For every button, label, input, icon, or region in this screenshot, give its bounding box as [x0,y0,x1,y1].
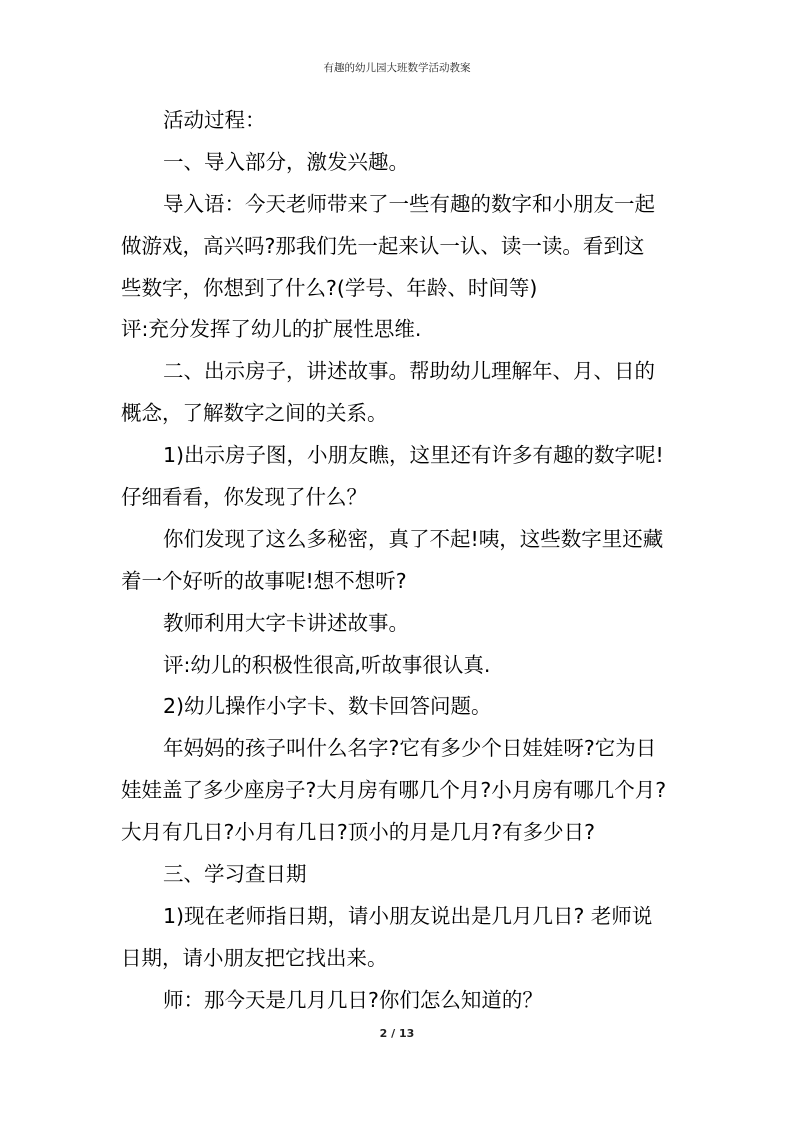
paragraph-line: 师：那今天是几月几日?你们怎么知道的？ [163,987,543,1012]
paragraph-line: 概念，了解数字之间的关系。 [121,401,388,426]
paragraph-line: 2)幼儿操作小字卡、数卡回答问题。 [163,694,492,719]
paragraph-line: 三、学习查日期 [163,862,307,887]
page-header: 有趣的幼儿园大班数学活动教案 [323,62,471,74]
paragraph-line: 日期，请小朋友把它找出来。 [121,945,388,970]
paragraph-line: 大月有几日?小月有几日?顶小的月是几月?有多少日? [121,820,596,845]
paragraph-line: 着一个好听的故事呢!想不想听? [121,568,407,593]
document-body [121,101,681,1023]
paragraph-line: 一、导入部分，激发兴趣。 [163,149,409,174]
page-number: 2 / 13 [379,1027,415,1040]
paragraph-line: 些数字，你想到了什么?(学号、年龄、时间等) [121,275,538,300]
paragraph-line: 1)现在老师指日期，请小朋友说出是几月几日? 老师说 [163,903,653,928]
paragraph-line: 评:充分发挥了幼儿的扩展性思维. [121,317,422,342]
paragraph-line: 二、出示房子，讲述故事。帮助幼儿理解年、月、日的 [163,359,655,384]
paragraph-line: 娃娃盖了多少座房子?大月房有哪几个月?小月房有哪几个月? [121,778,667,803]
paragraph-line: 活动过程： [163,108,266,132]
paragraph-line: 年妈妈的孩子叫什么名字?它有多少个日娃娃呀?它为日 [163,736,657,761]
paragraph-line: 导入语：今天老师带来了一些有趣的数字和小朋友一起 [163,191,655,216]
paragraph-line: 教师利用大字卡讲述故事。 [163,610,409,635]
paragraph-line: 做游戏，高兴吗?那我们先一起来认一认、读一读。看到这 [121,233,645,258]
paragraph-line: 评:幼儿的积极性很高,听故事很认真. [163,652,491,677]
paragraph-line: 仔细看看，你发现了什么？ [121,485,367,510]
paragraph-line: 1)出示房子图，小朋友瞧，这里还有许多有趣的数字呢! [163,443,664,468]
paragraph-line: 你们发现了这么多秘密，真了不起!咦，这些数字里还藏 [163,526,664,551]
